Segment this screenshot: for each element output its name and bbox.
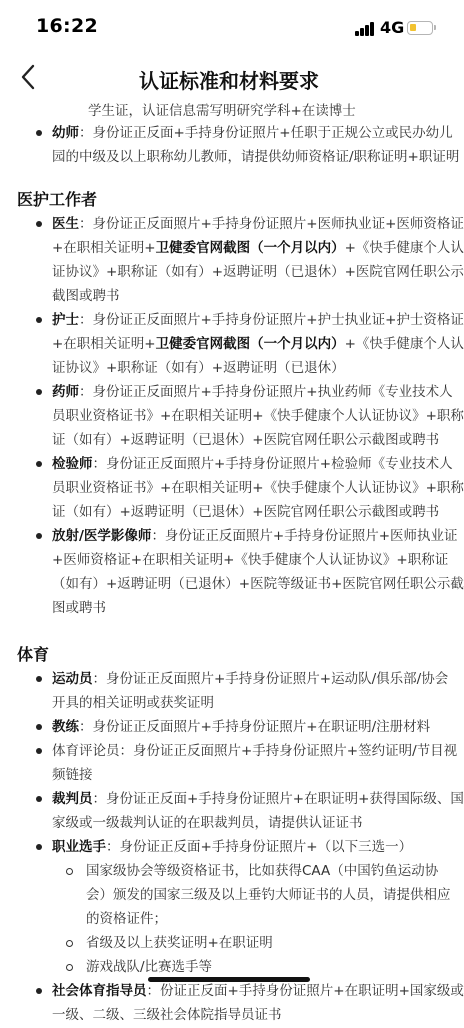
content-scroll-area[interactable] bbox=[0, 98, 464, 999]
list-item-referee bbox=[52, 786, 464, 812]
item-label: 职业选手 bbox=[52, 839, 106, 855]
list-item-nurse bbox=[52, 307, 464, 333]
sub-bullet-circle bbox=[66, 940, 73, 947]
sub-bullet-circle bbox=[66, 964, 73, 971]
sub-bullet-circle bbox=[66, 868, 73, 875]
bullet-dot bbox=[36, 844, 42, 850]
bullet-dot bbox=[36, 988, 42, 994]
list-item-pro-player bbox=[52, 834, 412, 860]
list-item-text: 证协议》+职称证（如有）+返聘证明（已退休） bbox=[52, 360, 345, 376]
signal-icon bbox=[355, 22, 375, 36]
bullet-dot bbox=[36, 221, 42, 227]
item-label: 药师 bbox=[52, 384, 79, 400]
bullet-dot bbox=[36, 724, 42, 730]
sub-list-item: 省级及以上获奖证明+在职证明 bbox=[86, 935, 273, 951]
item-text: ：身份证正反面照片+手持身份证照片+运动队/俱乐部/协会 bbox=[92, 671, 449, 687]
bullet-dot bbox=[36, 389, 42, 395]
bullet-dot bbox=[36, 676, 42, 682]
battery-tip bbox=[434, 25, 436, 30]
list-item-kindergarten bbox=[52, 120, 453, 146]
sub-list-item-text: 的资格证件； bbox=[86, 911, 167, 927]
list-item-text: （如有）+返聘证明（已退休）+医院等级证书+医院官网任职公示截 bbox=[52, 576, 464, 592]
list-item-radiology bbox=[52, 523, 458, 549]
item-label: 放射/医学影像师 bbox=[52, 528, 152, 544]
item-label: 运动员 bbox=[52, 671, 93, 687]
list-item-text: 员职业资格证书》+在职相关证明+《快手健康个人认证协议》+职称 bbox=[52, 408, 464, 424]
item-text: +《快手健康个人认 bbox=[344, 240, 464, 256]
page-title: 认证标准和材料要求 bbox=[139, 69, 319, 93]
section-heading-sports: 体育 bbox=[17, 645, 50, 664]
sub-list-item: 国家级协会等级资格证书，比如获得CAA（中国钓鱼运动协 bbox=[86, 863, 439, 879]
item-text: ：身份证正反面照片+手持身份证照片+检验师《专业技术人 bbox=[92, 456, 453, 472]
status-bar bbox=[0, 0, 458, 50]
battery-icon bbox=[407, 21, 433, 35]
list-item-text: 园的中级及以上职称幼儿教师，请提供幼师资格证/职称证明+职证明 bbox=[52, 149, 460, 165]
list-item-text: 开具的相关证明或获奖证明 bbox=[52, 695, 214, 711]
item-text: ：身份证正反面+手持身份证照片+任职于正规公立或民办幼儿 bbox=[79, 125, 453, 141]
item-emphasis: 卫健委官网截图（一个月以内） bbox=[155, 240, 345, 256]
sub-list-item: 游戏战队/比赛选手等 bbox=[86, 959, 213, 975]
list-item-text: 家级或一级裁判认证的在职裁判员，请提供认证证书 bbox=[52, 815, 363, 831]
list-item-pharmacist bbox=[52, 379, 453, 405]
item-text: ：身份证正反面照片+手持身份证照片+执业药师《专业技术人 bbox=[79, 384, 453, 400]
nav-bar bbox=[0, 50, 458, 104]
item-text: ：身份证正反面照片+手持身份证照片+护士执业证+护士资格证 bbox=[79, 312, 464, 328]
list-item-commentator: 体育评论员：身份证正反面照片+手持身份证照片+签约证明/节目视 bbox=[52, 743, 458, 759]
list-item-text: 证（如有）+返聘证明（已退休）+医院官网任职公示截图或聘书 bbox=[52, 504, 440, 520]
list-item-text: 证（如有）+返聘证明（已退休）+医院官网任职公示截图或聘书 bbox=[52, 432, 440, 448]
teacher-item-continuation: 学生证，认证信息需写明研究学科+在读博士 bbox=[88, 103, 356, 119]
bullet-dot bbox=[36, 130, 42, 136]
list-item-text bbox=[52, 331, 464, 357]
list-item-text bbox=[52, 235, 464, 261]
item-label: 幼师 bbox=[52, 125, 79, 141]
list-item-text: 频链接 bbox=[52, 767, 93, 783]
list-item-text: 截图或聘书 bbox=[52, 288, 120, 304]
item-label: 检验师 bbox=[52, 456, 93, 472]
item-text: ：份证正反面+手持身份证照片+在职证明+国家级或 bbox=[146, 983, 464, 999]
bullet-dot bbox=[36, 317, 42, 323]
item-label: 护士 bbox=[52, 312, 79, 328]
list-item-text: +医师资格证+在职相关证明+《快手健康个人认证协议》+职称证 bbox=[52, 552, 449, 568]
item-text: +在职相关证明+ bbox=[52, 240, 156, 256]
bullet-dot bbox=[36, 461, 42, 467]
list-item-lab bbox=[52, 451, 453, 477]
item-label: 社会体育指导员 bbox=[52, 983, 147, 999]
item-text: ：身份证正反面照片+手持身份证照片+医师执业证+医师资格证 bbox=[79, 216, 464, 232]
bullet-dot bbox=[36, 796, 42, 802]
list-item-text: 员职业资格证书》+在职相关证明+《快手健康个人认证协议》+职称 bbox=[52, 480, 464, 496]
list-item-coach bbox=[52, 714, 430, 740]
item-text: ：身份证正反面照片+手持身份证照片+在职证明/注册材料 bbox=[79, 719, 431, 735]
bullet-dot bbox=[36, 533, 42, 539]
sub-list-item-text: 会）颁发的国家三级及以上垂钓大师证书的人员，请提供相应 bbox=[86, 887, 451, 903]
item-emphasis: 卫健委官网截图（一个月以内） bbox=[155, 336, 345, 352]
list-item-text: 证协议》+职称证（如有）+返聘证明（已退休）+医院官网任职公示 bbox=[52, 264, 464, 280]
item-text: +在职相关证明+ bbox=[52, 336, 156, 352]
bullet-dot bbox=[36, 748, 42, 754]
list-item-text: 一级、二级、三级社会体院指导员证书 bbox=[52, 1007, 282, 1023]
list-item-athlete bbox=[52, 666, 448, 692]
status-time: 16:22 bbox=[36, 15, 98, 37]
item-text: ：身份证正反面照片+手持身份证照片+医师执业证 bbox=[151, 528, 458, 544]
network-type: 4G bbox=[380, 18, 405, 37]
item-text: ：身份证正反面+手持身份证照片+在职证明+获得国际级、国 bbox=[92, 791, 464, 807]
item-label: 医生 bbox=[52, 216, 79, 232]
item-label: 教练 bbox=[52, 719, 79, 735]
list-item-doctor bbox=[52, 211, 464, 237]
item-text: +《快手健康个人认 bbox=[344, 336, 464, 352]
item-text: ：身份证正反面+手持身份证照片+（以下三选一） bbox=[106, 839, 413, 855]
list-item-text: 图或聘书 bbox=[52, 600, 106, 616]
section-heading-medical: 医护工作者 bbox=[17, 190, 98, 209]
home-indicator[interactable] bbox=[148, 977, 310, 982]
item-label: 裁判员 bbox=[52, 791, 93, 807]
